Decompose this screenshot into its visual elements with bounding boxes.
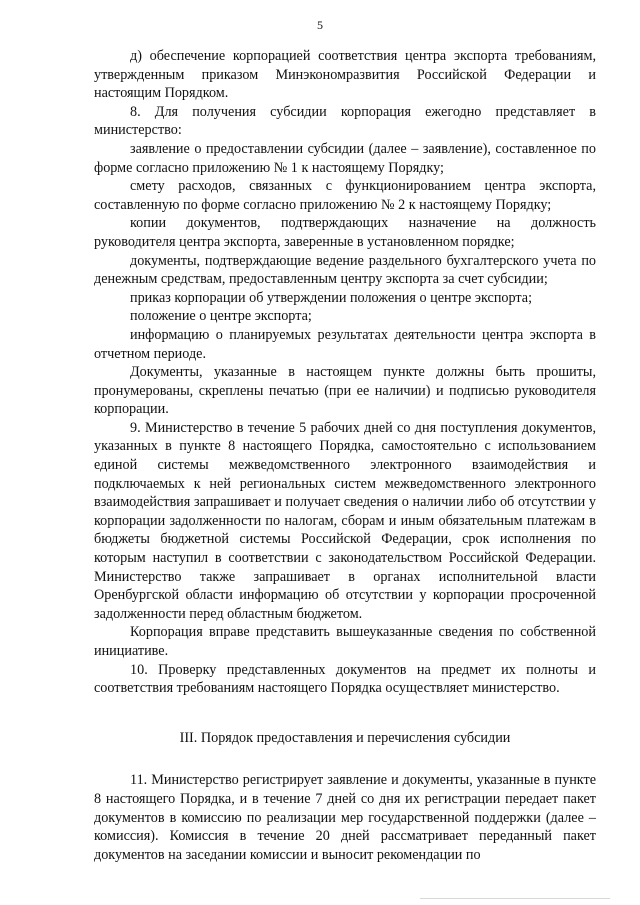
list-item-accounting-documents: документы, подтверждающие ведение раздельного бухгалтерского учета по денежным средствам, предоставленным центру экспорта за счет субсидии; bbox=[94, 252, 596, 288]
list-item-application: заявление о предоставлении субсидии (далее – заявление), составленное по форме согласно приложению № 1 к настоящему Порядку; bbox=[94, 140, 596, 176]
paragraph-clause-11: 11. Министерство регистрирует заявление и документы, указанные в пункте 8 настоящего Порядка, и в течение 7 дней со дня их регистрации передает пакет документов в комиссию по реализации мер государственной поддержки (далее – комиссия). Комиссия в течение 20 дней рассматривает переданный пакет документов на заседании комиссии и выносит рекомендации по bbox=[94, 772, 596, 863]
bottom-scan-artifact bbox=[420, 898, 610, 899]
paragraph-item-d: д) обеспечение корпорацией соответствия центра экспорта требованиям, утвержденным приказом Минэкономразвития Российской Федерации и настоящим Порядком. bbox=[94, 48, 596, 102]
list-item-appointment-copies: копии документов, подтверждающих назначение на должность руководителя центра экспорта, заверенные в установленном порядке; bbox=[94, 215, 596, 250]
paragraph-own-initiative: Корпорация вправе представить вышеуказанные сведения по собственной инициативе. bbox=[94, 624, 596, 659]
list-item-planned-results: информацию о планируемых результатах деятельности центра экспорта в отчетном периоде. bbox=[94, 326, 596, 362]
list-item-regulation: положение о центре экспорта; bbox=[130, 308, 312, 325]
page-number: 5 bbox=[317, 18, 323, 32]
list-item-cost-estimate: смету расходов, связанных с функционированием центра экспорта, составленную по форме согласно приложению № 2 к настоящему Порядку; bbox=[94, 178, 596, 213]
paragraph-clause-10: 10. Проверку представленных документов на предмет их полноты и соответствия требованиям настоящего Порядка осуществляет министерство. bbox=[94, 661, 596, 697]
document-body bbox=[94, 47, 596, 864]
list-item-order: приказ корпорации об утверждении положения о центре экспорта; bbox=[130, 289, 533, 306]
paragraph-documents-requirements: Документы, указанные в настоящем пункте должны быть прошиты, пронумерованы, скреплены печатью (при ее наличии) и подписью руководителя корпорации. bbox=[94, 364, 596, 418]
paragraph-clause-9: 9. Министерство в течение 5 рабочих дней со дня поступления документов, указанных в пункте 8 настоящего Порядка, самостоятельно с использованием единой системы межведомственного электронного взаимодействия и подключаемых к ней региональных систем межведомственного электронного взаимодействия запрашивает и получает сведения о наличии либо об отсутствии у корпорации задолженности по налогам, сборам и иным обязательным платежам в бюджеты бюджетной системы Российской Федерации, срок исполнения по которым наступил в соответствии с законодательством Российской Федерации. Министерство также запрашивает в органах исполнительной власти Оренбургской области информацию об отсутствии у корпорации просроченной задолженности перед областным бюджетом. bbox=[94, 419, 596, 622]
paragraph-clause-8: 8. Для получения субсидии корпорация ежегодно представляет в министерство: bbox=[94, 103, 596, 139]
section-heading: III. Порядок предоставления и перечисления субсидии bbox=[179, 729, 511, 746]
